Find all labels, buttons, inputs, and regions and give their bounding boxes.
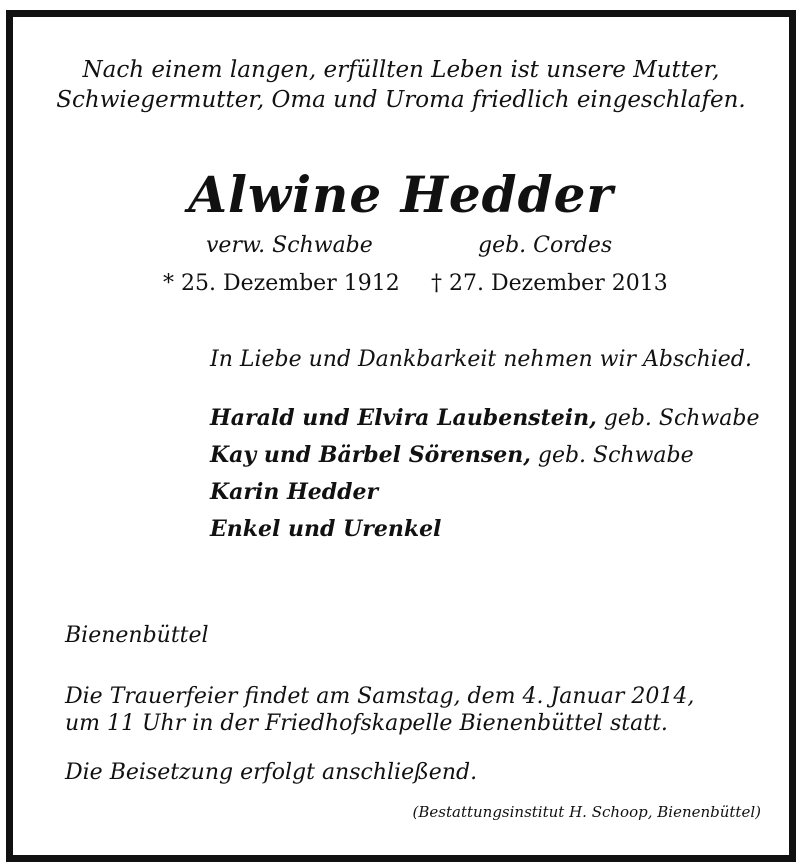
family-line — [210, 400, 760, 437]
family-name: Enkel und Urenkel — [210, 516, 442, 542]
family-name: Kay und Bärbel Sörensen, — [210, 442, 531, 468]
death-date: † 27. Dezember 2013 — [431, 271, 668, 296]
intro-line-1: Nach einem langen, erfüllten Leben ist unsere Mutter, — [82, 57, 720, 83]
widowed-name: verw. Schwabe — [206, 233, 373, 258]
intro-text — [13, 55, 789, 115]
obituary-frame — [6, 10, 796, 862]
birth-date: * 25. Dezember 1912 — [163, 271, 400, 296]
funeral-line-2: um 11 Uhr in der Friedhofskapelle Bienenbüttel statt. — [65, 711, 668, 736]
family-name: Harald und Elvira Laubenstein, — [210, 405, 597, 431]
burial-info: Die Beisetzung erfolgt anschließend. — [65, 760, 478, 785]
funeral-info — [65, 683, 694, 737]
intro-line-2: Schwiegermutter, Oma und Uroma friedlich eingeschlafen. — [56, 87, 746, 113]
deceased-name: Alwine Hedder — [188, 165, 614, 224]
farewell-text: In Liebe und Dankbarkeit nehmen wir Abschied. — [210, 347, 752, 372]
undertaker-credit: (Bestattungsinstitut H. Schoop, Bienenbüttel) — [412, 803, 761, 821]
family-list — [210, 400, 760, 548]
birth-name: geb. Cordes — [478, 233, 613, 258]
family-line — [210, 437, 760, 474]
family-line — [210, 474, 760, 511]
family-name: Karin Hedder — [210, 479, 379, 505]
place-text: Bienenbüttel — [65, 623, 209, 648]
funeral-line-1: Die Trauerfeier findet am Samstag, dem 4. Januar 2014, — [65, 684, 695, 709]
family-suffix: geb. Schwabe — [530, 443, 694, 468]
family-suffix: geb. Schwabe — [596, 406, 760, 431]
family-line — [210, 511, 760, 548]
